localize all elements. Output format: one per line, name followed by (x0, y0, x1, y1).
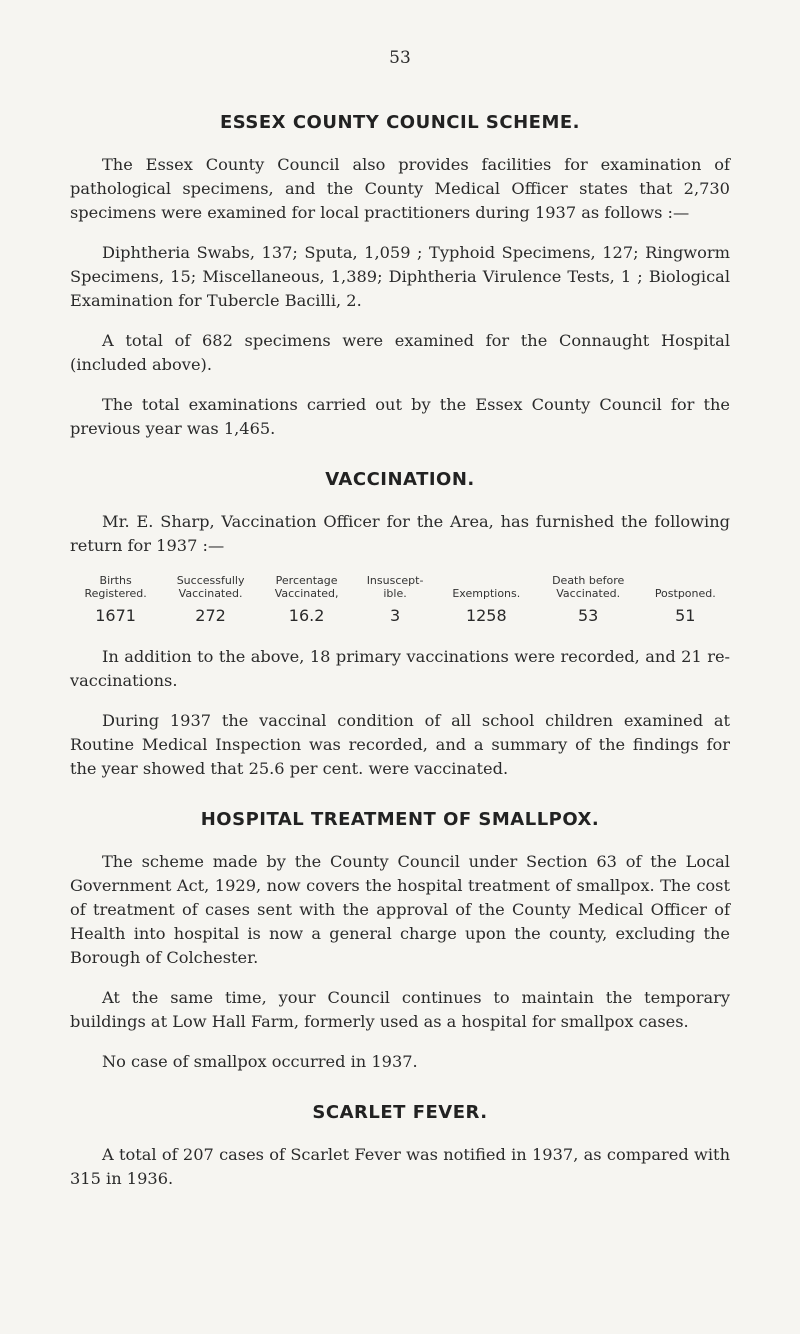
essex-section (70, 112, 730, 441)
vaccination-paragraph-3: During 1937 the vaccinal condition of all school children examined at Routine Medical Inspection was recorded, and a summary of the findings for the year showed that 25.6 per cent. were vaccinated. (70, 711, 730, 778)
essex-heading: ESSEX COUNTY COUNCIL SCHEME. (219, 112, 581, 133)
value-percentage-vaccinated: 16.2 (288, 606, 325, 625)
essex-paragraph-2: Diphtheria Swabs, 137; Sputa, 1,059 ; Typhoid Specimens, 127; Ringworm Specimens, 15; Miscellaneous, 1,389; Diphtheria Virulence Tests, 1 ; Biological Examination for Tubercle Bacilli, 2. (70, 243, 730, 310)
vaccination-table (70, 574, 730, 631)
value-successfully-vaccinated: 272 (195, 606, 226, 625)
smallpox-heading: HOSPITAL TREATMENT OF SMALLPOX. (200, 809, 600, 830)
vaccination-heading: VACCINATION. (325, 469, 475, 490)
vaccination-table-header-row (70, 574, 730, 604)
essex-paragraph-1: The Essex County Council also provides facilities for examination of pathological specimens, and the County Medical Officer states that 2,730 specimens were examined for local practitioners during 1937 as follows :— (70, 155, 730, 222)
value-exemptions: 1258 (465, 606, 507, 625)
value-postponed: 51 (675, 606, 696, 625)
header-exemptions: Exemptions. (452, 587, 521, 600)
page-number: 53 (389, 48, 411, 68)
smallpox-paragraph-3: No case of smallpox occurred in 1937. (102, 1052, 418, 1071)
essex-paragraph-3: A total of 682 specimens were examined for the Connaught Hospital (included above). (70, 331, 730, 374)
essex-paragraph-4: The total examinations carried out by the Essex County Council for the previous year was 1,465. (70, 395, 730, 438)
scarlet-fever-heading: SCARLET FEVER. (312, 1102, 488, 1123)
header-percentage-vaccinated: Percentage Vaccinated, (274, 574, 339, 600)
value-births-registered: 1671 (95, 606, 136, 625)
smallpox-section (70, 809, 730, 1074)
header-death-before-vaccinated: Death before Vaccinated. (552, 574, 625, 600)
header-successfully-vaccinated: Successfully Vaccinated. (176, 574, 245, 600)
vaccination-intro: Mr. E. Sharp, Vaccination Officer for the Area, has furnished the following return for 1937 :— (70, 512, 730, 555)
value-insusceptible: 3 (389, 606, 401, 625)
smallpox-paragraph-2: At the same time, your Council continues to maintain the temporary buildings at Low Hall Farm, formerly used as a hospital for smallpox cases. (70, 988, 730, 1031)
scarlet-fever-paragraph-1: A total of 207 cases of Scarlet Fever was notified in 1937, as compared with 315 in 1936. (70, 1145, 730, 1188)
header-postponed: Postponed. (654, 587, 716, 600)
header-births-registered: Births Registered. (84, 574, 147, 600)
vaccination-section (70, 469, 730, 781)
scarlet-fever-section (70, 1102, 730, 1191)
smallpox-paragraph-1: The scheme made by the County Council under Section 63 of the Local Government Act, 1929, now covers the hospital treatment of smallpox. The cost of treatment of cases sent with the approval of the County Medical Officer of Health into hospital is now a general charge upon the county, excluding the Borough of Colchester. (70, 852, 730, 967)
vaccination-table-values-row (70, 604, 730, 631)
header-insusceptible: Insuscept- ible. (366, 574, 424, 600)
value-death-before-vaccinated: 53 (577, 606, 599, 625)
vaccination-paragraph-2: In addition to the above, 18 primary vaccinations were recorded, and 21 re-vaccinations. (70, 647, 730, 690)
